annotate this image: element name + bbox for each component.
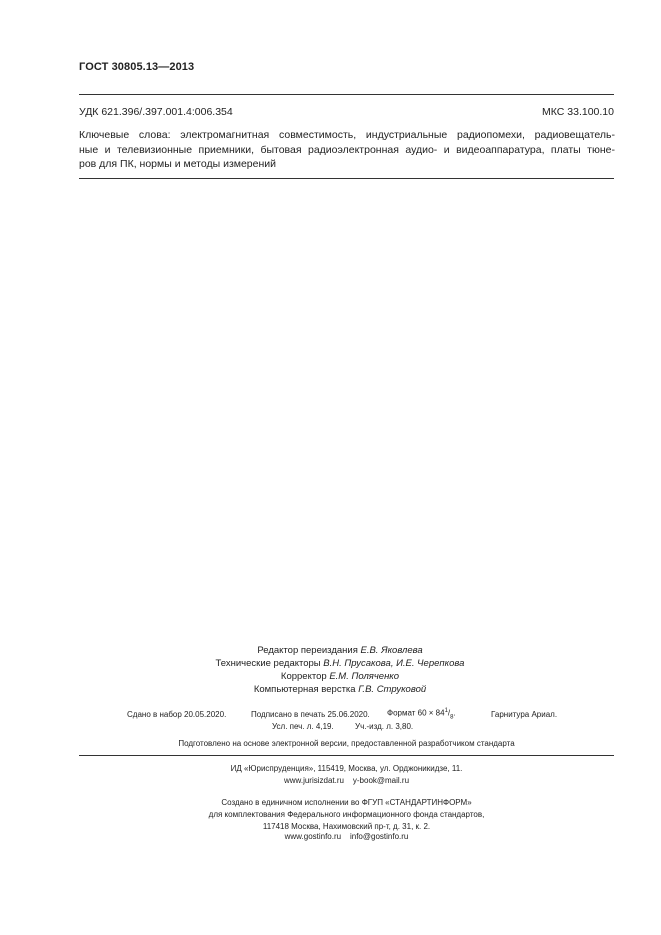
standard-id: ГОСТ 30805.13—2013 — [79, 61, 195, 73]
producer-email: info@gostinfo.ru — [349, 832, 409, 841]
format-sup: 1 — [444, 708, 448, 714]
tech-editors-credit — [140, 658, 540, 669]
publisher-line: ИД «Юриспруденция», 115419, Москва, ул. Орджоникидзе, 11. — [230, 764, 463, 773]
layout-label: Компьютерная верстка — [253, 684, 359, 695]
producer-line2: для комплектования Федерального информационного фонда стандартов, — [208, 810, 485, 819]
format-sub: 8 — [450, 714, 454, 721]
editor-label: Редактор переиздания — [257, 645, 361, 656]
layout-name: Г.В. Струковой — [358, 684, 427, 695]
edition-sheets: Уч.-изд. л. 3,80. — [355, 722, 414, 731]
editor-name: Е.В. Яковлева — [360, 645, 423, 656]
signed-date: Подписано в печать 25.06.2020. — [251, 710, 370, 719]
corrector-credit — [140, 671, 540, 682]
print-sheets: Усл. печ. л. 4,19. — [272, 722, 334, 731]
publisher-contacts — [79, 775, 614, 787]
keywords-line: Ключевые слова: электромагнитная совместимость, индустриальные радиопомехи, радиовещатель- — [79, 129, 615, 141]
font-info: Гарнитура Ариал. — [491, 710, 558, 719]
tech-label: Технические редакторы — [215, 658, 324, 669]
publisher-site: www.jurisizdat.ru — [283, 776, 344, 785]
corrector-label: Корректор — [280, 671, 330, 682]
format-prefix: Формат 60 × 84 — [387, 708, 445, 718]
top-divider — [79, 94, 614, 95]
corrector-name: Е.М. Поляченко — [329, 671, 400, 682]
udc-code: УДК 621.396/.397.001.4:006.354 — [79, 106, 233, 118]
publisher-email: y-book@mail.ru — [352, 776, 410, 785]
mks-code: МКС 33.100.10 — [542, 106, 614, 118]
keywords-line: ров для ПК, нормы и методы измерений — [79, 158, 277, 170]
format-info: Формат $60 \times 84^1/_8$. — [387, 708, 456, 721]
keywords-paragraph — [79, 128, 615, 172]
editor-credit — [140, 645, 540, 656]
publisher-divider — [79, 755, 614, 756]
submitted-date: Сдано в набор 20.05.2020. — [127, 710, 227, 719]
producer-line1: Создано в единичном исполнении во ФГУП «СТАНДАРТИНФОРМ» — [221, 798, 472, 807]
keywords-line: ные и телевизионные приемники, бытовая радиоэлектронная аудио- и видеоаппаратура, платы тюне- — [79, 143, 615, 156]
tech-names: В.Н. Прусакова, И.Е. Черепкова — [323, 658, 465, 669]
prepared-note: Подготовлено на основе электронной версии, предоставленной разработчиком стандарта — [178, 739, 515, 748]
producer-contacts — [79, 831, 614, 843]
producer-line3: 117418 Москва, Нахимовский пр-т, д. 31, к. 2. — [262, 822, 431, 831]
keywords-divider — [79, 178, 614, 179]
layout-credit — [140, 684, 540, 695]
producer-site: www.gostinfo.ru — [284, 832, 342, 841]
